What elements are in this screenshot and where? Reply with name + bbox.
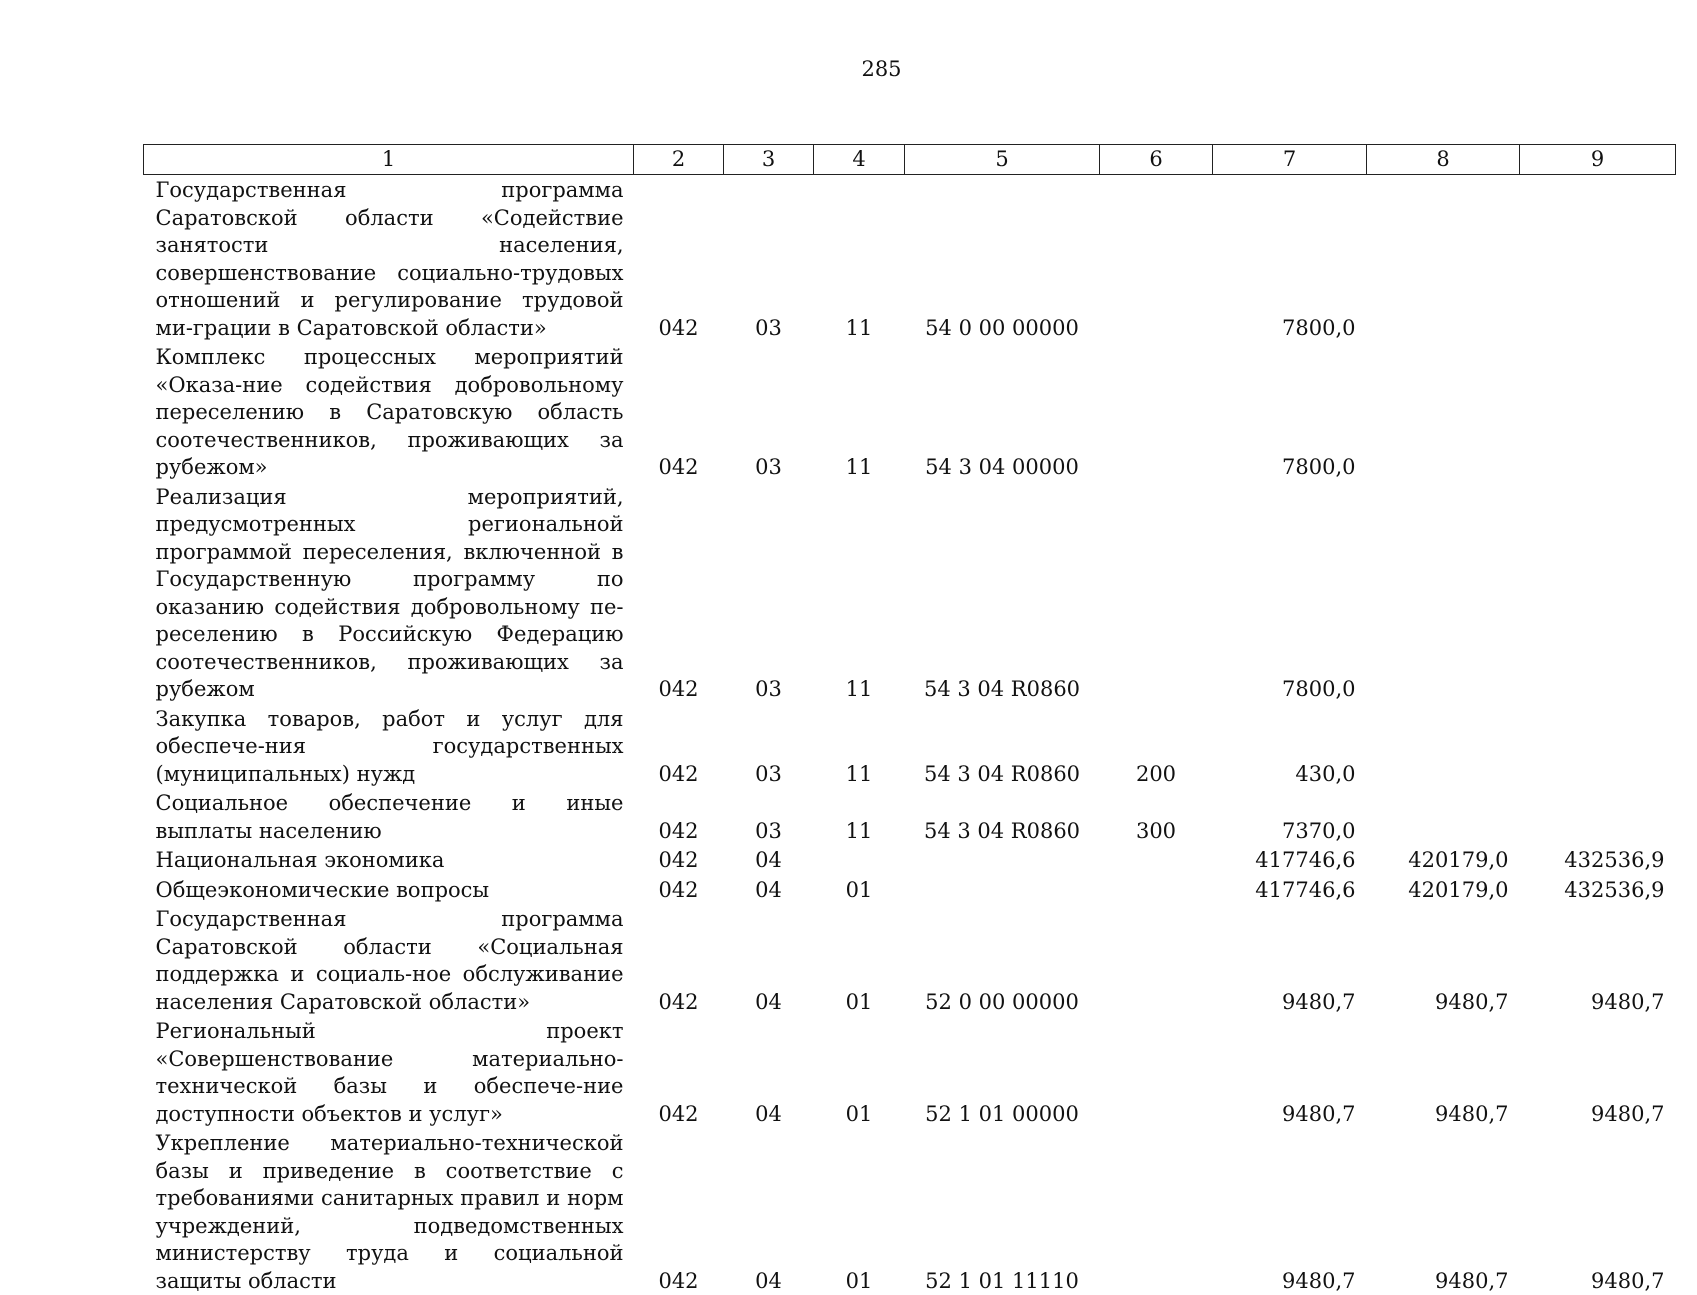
section-code-cell: 03 bbox=[755, 677, 782, 701]
amount-year1-cell: 7800,0 bbox=[1282, 315, 1356, 340]
amount-year3-cell bbox=[1520, 175, 1676, 343]
ved-code-cell: 042 bbox=[658, 1101, 699, 1126]
row-name-cell: Региональный проект «Совершенствование материально-технической базы и обеспече-ние доступности объектов и услуг» bbox=[155, 1019, 624, 1126]
subsection-code-cell: 11 bbox=[845, 818, 873, 843]
ved-code-cell: 042 bbox=[658, 1268, 699, 1293]
amount-year1-cell: 417746,6 bbox=[1255, 877, 1356, 902]
expense-type-cell: 200 bbox=[1135, 761, 1177, 786]
subsection-code-cell: 11 bbox=[845, 315, 873, 340]
expense-type-cell bbox=[1100, 1128, 1213, 1295]
amount-year3-cell: 9480,7 bbox=[1591, 1268, 1665, 1293]
amount-year2-cell: 420179,0 bbox=[1408, 877, 1509, 902]
amount-year2-cell bbox=[1367, 704, 1520, 789]
header-cell: 2 bbox=[634, 145, 724, 175]
subsection-code-cell: 01 bbox=[845, 1101, 873, 1126]
amount-year1-cell: 7370,0 bbox=[1282, 818, 1356, 843]
amount-year3-cell bbox=[1520, 482, 1676, 704]
amount-year1-cell: 9480,7 bbox=[1282, 1101, 1356, 1126]
row-name-cell: Национальная экономика bbox=[155, 848, 445, 872]
amount-year1-cell: 9480,7 bbox=[1282, 989, 1356, 1014]
subsection-code-cell: 01 bbox=[845, 1268, 873, 1293]
amount-year3-cell bbox=[1520, 788, 1676, 845]
row-name-cell: Государственная программа Саратовской области «Социальная поддержка и социаль-ное обслуживание населения Саратовской области» bbox=[155, 907, 624, 1014]
page-number: 285 bbox=[861, 57, 902, 81]
table-row bbox=[144, 1128, 1676, 1295]
table-row bbox=[144, 788, 1676, 845]
amount-year1-cell: 7800,0 bbox=[1282, 455, 1356, 479]
section-code-cell: 03 bbox=[755, 455, 782, 479]
header-cell: 7 bbox=[1213, 145, 1367, 175]
amount-year2-cell bbox=[1367, 482, 1520, 704]
amount-year1-cell: 430,0 bbox=[1295, 761, 1356, 786]
row-name-cell: Комплекс процессных мероприятий «Оказа-ние содействия добровольному переселению в Саратовскую область соотечественников, проживающих за рубежом» bbox=[155, 345, 624, 479]
section-code-cell: 04 bbox=[755, 848, 782, 872]
target-article-cell bbox=[905, 845, 1100, 875]
ved-code-cell: 042 bbox=[658, 677, 699, 701]
row-name-cell: Реализация мероприятий, предусмотренных региональной программой переселения, включенной в Государственную программу по оказанию содействия добровольному пе-реселению в Российскую Федерацию соотечественников, проживающих за рубежом bbox=[155, 484, 624, 701]
table-row bbox=[144, 175, 1676, 343]
amount-year1-cell: 9480,7 bbox=[1282, 1268, 1356, 1293]
target-article-cell bbox=[905, 875, 1100, 905]
budget-table bbox=[143, 144, 1676, 1295]
amount-year2-cell bbox=[1367, 788, 1520, 845]
table-row bbox=[144, 845, 1676, 875]
amount-year2-cell: 9480,7 bbox=[1435, 989, 1509, 1014]
expense-type-cell bbox=[1100, 175, 1213, 343]
row-name-cell: Укрепление материально-технической базы и приведение в соответствие с требованиями санитарных правил и норм учреждений, подведомственных министерству труда и социальной защиты области bbox=[155, 1131, 624, 1293]
section-code-cell: 04 bbox=[755, 877, 782, 902]
subsection-code-cell bbox=[814, 845, 905, 875]
subsection-code-cell: 11 bbox=[845, 455, 873, 479]
target-article-cell: 54 3 04 R0860 bbox=[923, 761, 1081, 786]
section-code-cell: 04 bbox=[755, 1268, 782, 1293]
amount-year3-cell: 9480,7 bbox=[1591, 1101, 1665, 1126]
table-row bbox=[144, 482, 1676, 704]
target-article-cell: 52 0 00 00000 bbox=[925, 989, 1079, 1014]
expense-type-cell bbox=[1100, 875, 1213, 905]
section-code-cell: 03 bbox=[755, 315, 782, 340]
section-code-cell: 04 bbox=[755, 1101, 782, 1126]
ved-code-cell: 042 bbox=[658, 877, 699, 902]
amount-year2-cell: 9480,7 bbox=[1435, 1268, 1509, 1293]
subsection-code-cell: 11 bbox=[845, 761, 873, 786]
ved-code-cell: 042 bbox=[658, 761, 699, 786]
header-cell: 4 bbox=[814, 145, 905, 175]
amount-year2-cell: 9480,7 bbox=[1435, 1101, 1509, 1126]
target-article-cell: 52 1 01 00000 bbox=[925, 1101, 1079, 1126]
target-article-cell: 54 3 04 R0860 bbox=[923, 818, 1081, 843]
amount-year1-cell: 417746,6 bbox=[1255, 848, 1356, 872]
amount-year3-cell: 432536,9 bbox=[1564, 848, 1665, 872]
row-name-cell: Государственная программа Саратовской области «Содействие занятости населения, совершенствование социально-трудовых отношений и регулирование трудовой ми-грации в Саратовской области» bbox=[155, 178, 624, 340]
ved-code-cell: 042 bbox=[658, 818, 699, 843]
amount-year3-cell bbox=[1520, 342, 1676, 482]
expense-type-cell bbox=[1100, 482, 1213, 704]
header-row bbox=[144, 145, 1676, 175]
amount-year3-cell bbox=[1520, 704, 1676, 789]
amount-year2-cell bbox=[1367, 175, 1520, 343]
amount-year2-cell bbox=[1367, 342, 1520, 482]
subsection-code-cell: 01 bbox=[845, 989, 873, 1014]
section-code-cell: 03 bbox=[755, 761, 782, 786]
table-row bbox=[144, 704, 1676, 789]
ved-code-cell: 042 bbox=[658, 315, 699, 340]
table-row bbox=[144, 875, 1676, 905]
table-row bbox=[144, 1016, 1676, 1128]
ved-code-cell: 042 bbox=[658, 455, 699, 479]
expense-type-cell bbox=[1100, 904, 1213, 1016]
section-code-cell: 03 bbox=[755, 818, 782, 843]
row-name-cell: Закупка товаров, работ и услуг для обеспече-ния государственных (муниципальных) нужд bbox=[155, 706, 624, 786]
target-article-cell: 54 3 04 00000 bbox=[925, 455, 1079, 479]
expense-type-cell bbox=[1100, 845, 1213, 875]
section-code-cell: 04 bbox=[755, 989, 782, 1014]
header-cell: 9 bbox=[1520, 145, 1676, 175]
row-name-cell: Социальное обеспечение и иные выплаты населению bbox=[155, 791, 624, 843]
ved-code-cell: 042 bbox=[658, 989, 699, 1014]
amount-year1-cell: 7800,0 bbox=[1282, 677, 1356, 701]
table-row bbox=[144, 342, 1676, 482]
amount-year3-cell: 432536,9 bbox=[1564, 877, 1665, 902]
ved-code-cell: 042 bbox=[658, 848, 699, 872]
target-article-cell: 54 3 04 R0860 bbox=[923, 677, 1081, 701]
target-article-cell: 52 1 01 11110 bbox=[925, 1268, 1079, 1293]
amount-year2-cell: 420179,0 bbox=[1408, 848, 1509, 872]
header-cell: 3 bbox=[724, 145, 814, 175]
table-row bbox=[144, 904, 1676, 1016]
row-name-cell: Общеэкономические вопросы bbox=[155, 877, 490, 902]
target-article-cell: 54 0 00 00000 bbox=[925, 315, 1079, 340]
expense-type-cell: 300 bbox=[1135, 818, 1177, 843]
expense-type-cell bbox=[1100, 342, 1213, 482]
header-cell: 6 bbox=[1100, 145, 1213, 175]
subsection-code-cell: 01 bbox=[845, 877, 873, 902]
header-cell: 5 bbox=[905, 145, 1100, 175]
header-cell: 1 bbox=[144, 145, 634, 175]
subsection-code-cell: 11 bbox=[845, 677, 873, 701]
header-cell: 8 bbox=[1367, 145, 1520, 175]
expense-type-cell bbox=[1100, 1016, 1213, 1128]
amount-year3-cell: 9480,7 bbox=[1591, 989, 1665, 1014]
